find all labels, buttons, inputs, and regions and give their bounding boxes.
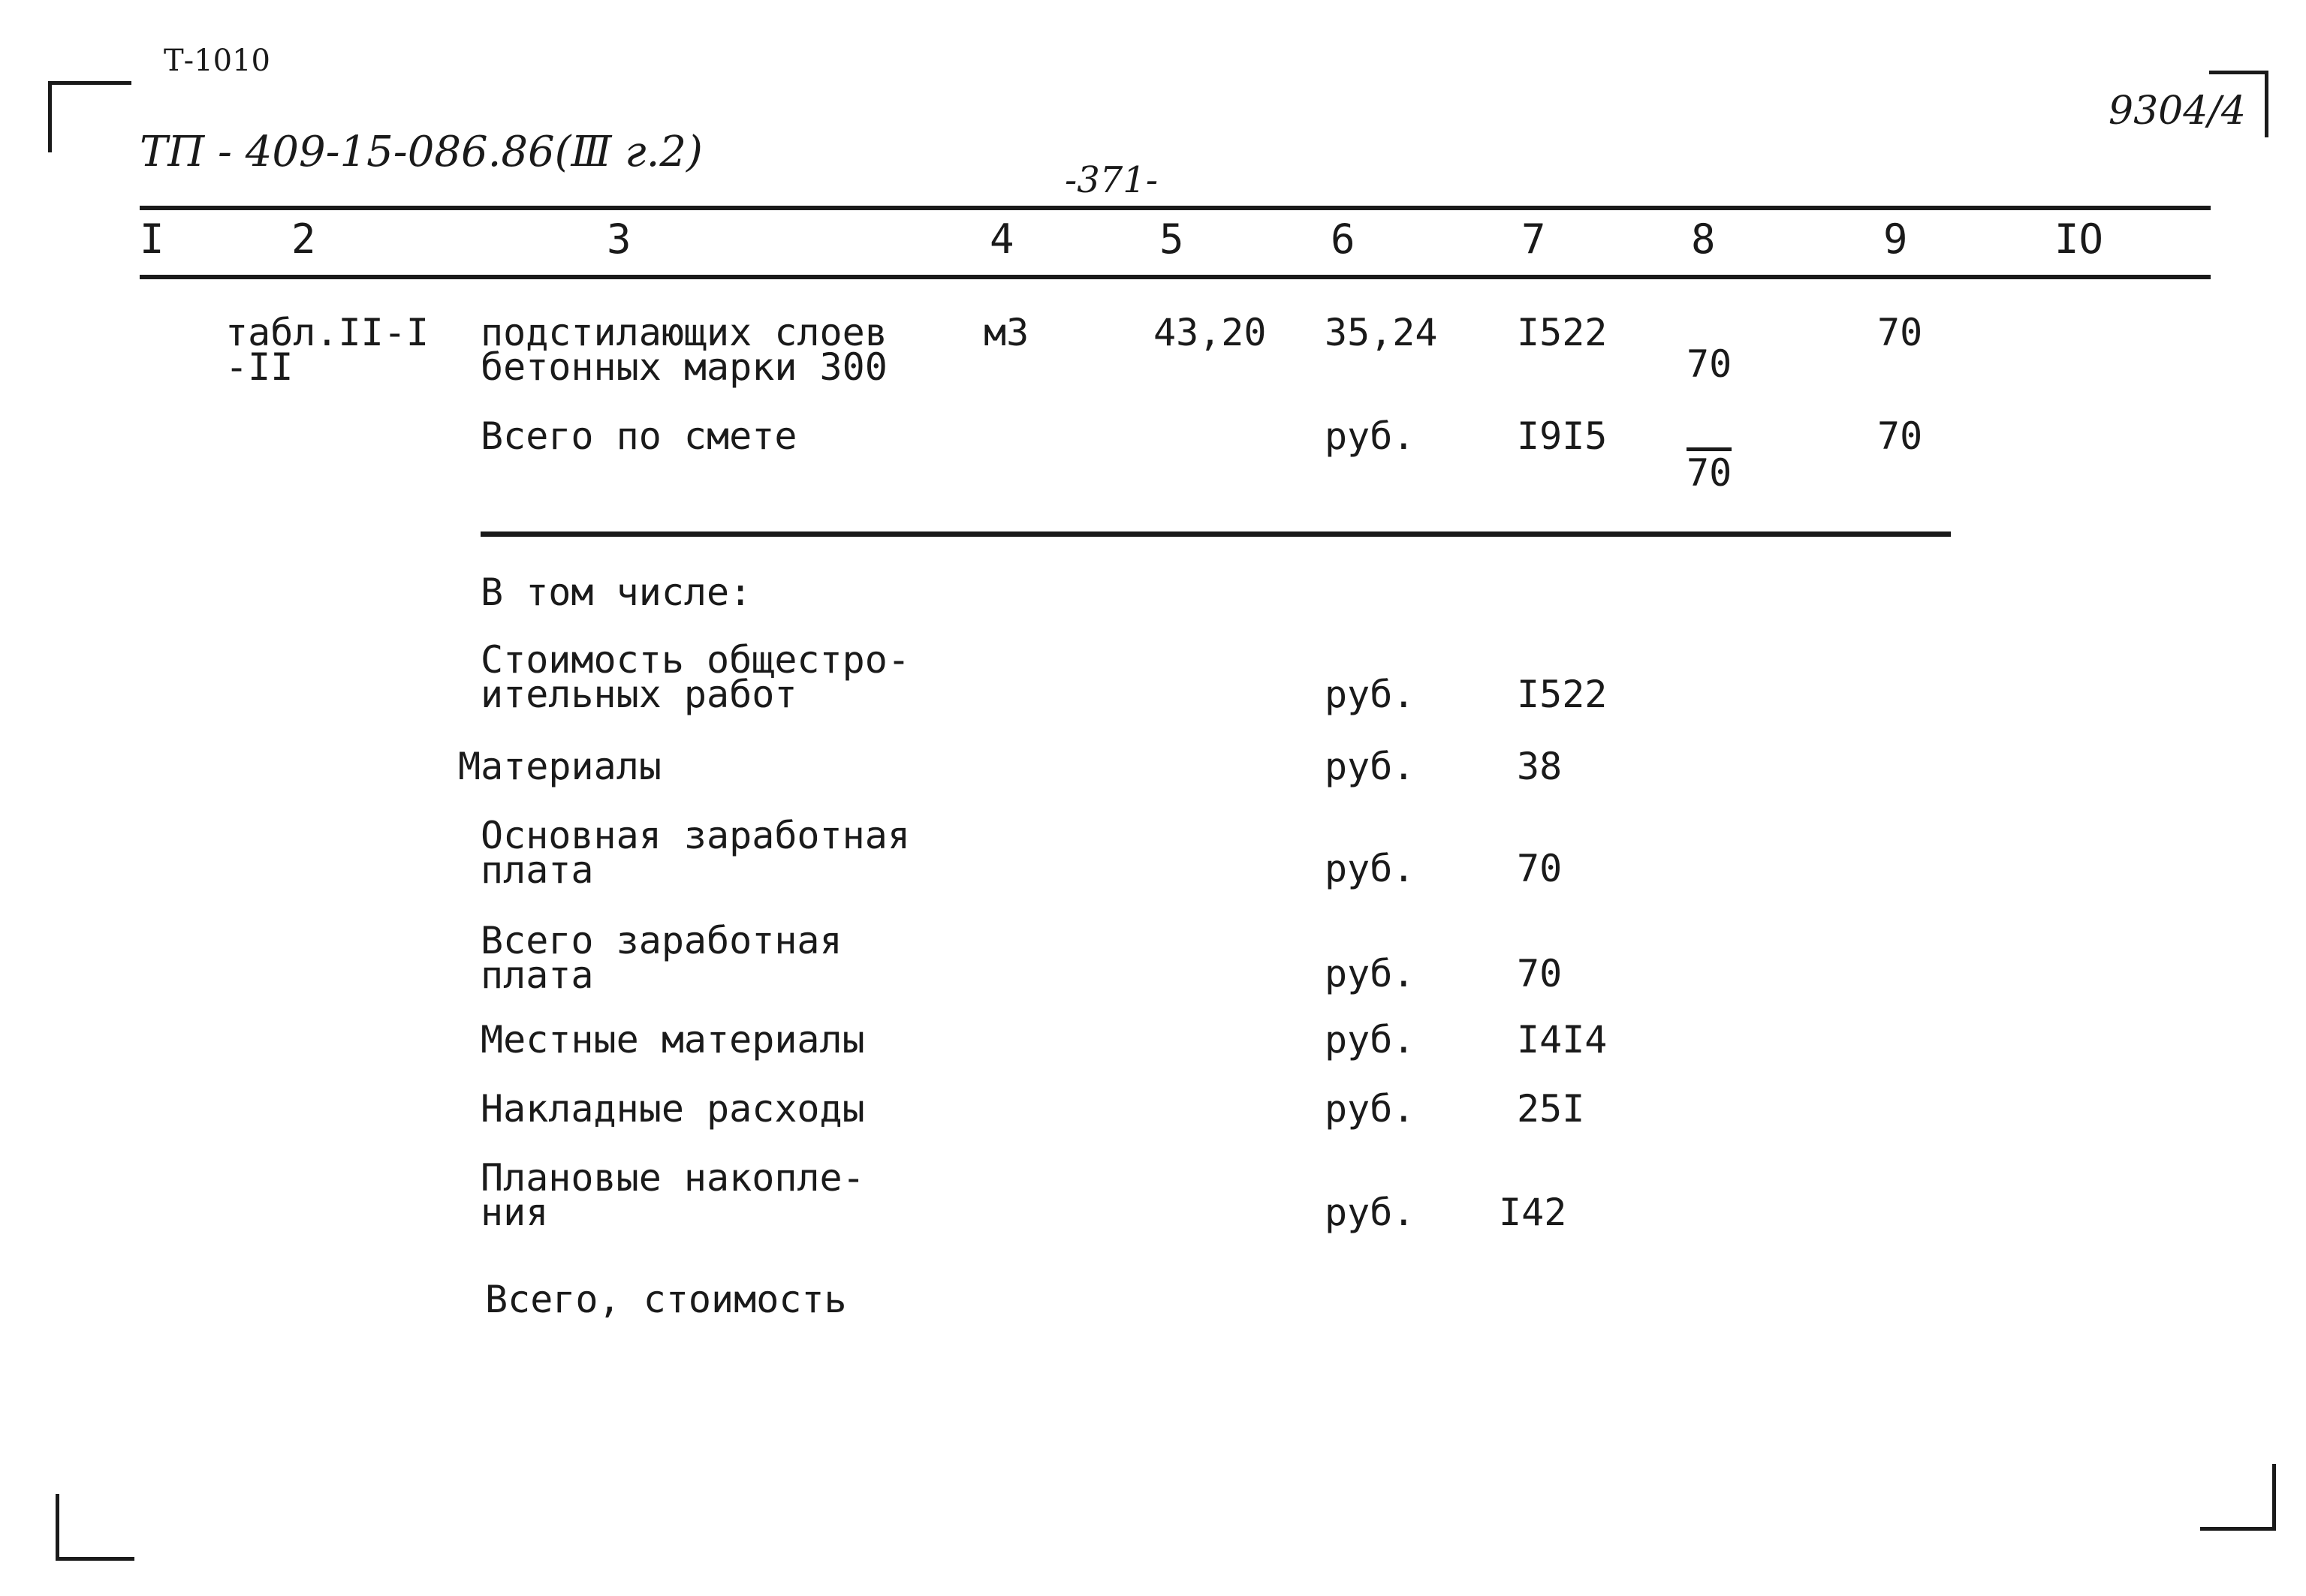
item-unit: м3 bbox=[984, 311, 1029, 354]
breakdown-value: I4I4 bbox=[1517, 1018, 1608, 1061]
breakdown-unit: руб. bbox=[1325, 1191, 1415, 1234]
column-header-4: 4 bbox=[990, 215, 1014, 263]
item-price: 35,24 bbox=[1325, 311, 1438, 354]
breakdown-unit: руб. bbox=[1325, 745, 1415, 788]
corner-mark-top-left bbox=[48, 81, 131, 152]
breakdown-value: I42 bbox=[1499, 1191, 1567, 1234]
corner-mark-bottom-right bbox=[2200, 1464, 2276, 1531]
item-description: подстилающих слоев бетонных марки 300 bbox=[481, 311, 888, 389]
total-separator-rule bbox=[481, 531, 1951, 537]
breakdown-value: 70 bbox=[1517, 847, 1563, 890]
column-header-6: 6 bbox=[1331, 215, 1355, 263]
page-number: -371- bbox=[1065, 159, 1159, 201]
breakdown-label: Материалы bbox=[458, 745, 662, 788]
item-reference: табл.II-I -II bbox=[225, 311, 429, 389]
breakdown-label: Стоимость общестро- ительных работ bbox=[481, 638, 910, 716]
breakdown-label: Основная заработная плата bbox=[481, 814, 910, 892]
breakdown-unit: руб. bbox=[1325, 847, 1415, 890]
column-header-3: 3 bbox=[607, 215, 632, 263]
grand-total-col9-value: 70 bbox=[1877, 414, 1923, 458]
breakdown-label: Накладные расходы bbox=[481, 1087, 865, 1131]
column-header-8: 8 bbox=[1691, 215, 1716, 263]
breakdown-label: Плановые накопле- ния bbox=[481, 1156, 865, 1234]
breakdown-footer: Всего, стоимость bbox=[485, 1278, 847, 1321]
project-code: ТП - 409-15-086.86(Ⅲ г.2) bbox=[140, 128, 703, 176]
grand-total-col8-value: 70 bbox=[1687, 447, 1732, 490]
table-top-rule bbox=[140, 206, 2211, 210]
column-header-10: IO bbox=[2054, 215, 2104, 263]
breakdown-unit: руб. bbox=[1325, 1018, 1415, 1061]
breakdown-label: Местные материалы bbox=[481, 1018, 865, 1061]
breakdown-unit: руб. bbox=[1325, 1087, 1415, 1131]
item-quantity: 43,20 bbox=[1153, 311, 1267, 354]
breakdown-label: Всего заработная плата bbox=[481, 919, 843, 997]
corner-mark-bottom-left bbox=[56, 1494, 134, 1561]
grand-total-value: I9I5 bbox=[1517, 414, 1608, 458]
breakdown-unit: руб. bbox=[1325, 952, 1415, 995]
column-header-2: 2 bbox=[291, 215, 316, 263]
grand-total-unit: руб. bbox=[1325, 414, 1415, 458]
breakdown-value: I522 bbox=[1517, 673, 1608, 716]
item-total: I522 bbox=[1517, 311, 1608, 354]
breakdown-unit: руб. bbox=[1325, 673, 1415, 716]
table-header-rule bbox=[140, 275, 2211, 279]
doc-code: Т-1010 bbox=[164, 44, 270, 78]
column-header-5: 5 bbox=[1159, 215, 1184, 263]
breakdown-value: 25I bbox=[1517, 1087, 1585, 1131]
breakdown-value: 38 bbox=[1517, 745, 1563, 788]
column-header-7: 7 bbox=[1521, 215, 1546, 263]
archive-number: 9304/4 bbox=[2109, 89, 2246, 134]
column-header-1: I bbox=[140, 215, 164, 263]
item-col9-value: 70 bbox=[1877, 311, 1923, 354]
breakdown-value: 70 bbox=[1517, 952, 1563, 995]
column-header-9: 9 bbox=[1883, 215, 1908, 263]
item-col8-value: 70 bbox=[1687, 342, 1732, 386]
grand-total-label: Всего по смете bbox=[481, 414, 797, 458]
breakdown-heading: В том числе: bbox=[481, 571, 752, 614]
